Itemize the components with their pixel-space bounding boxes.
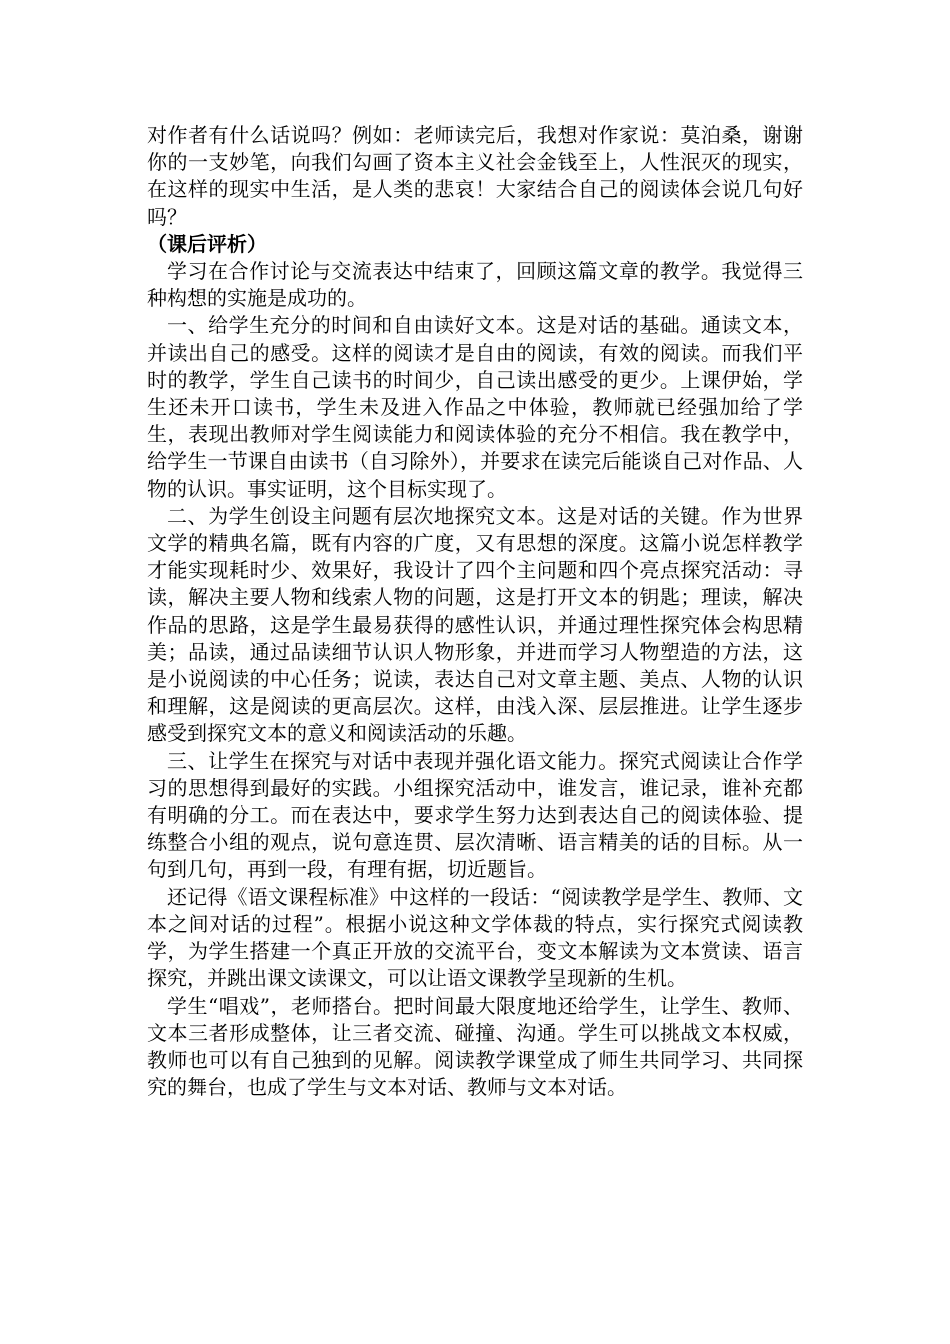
intro-paragraph: 对作者有什么话说吗？例如：老师读完后，我想对作家说：莫泊桑，谢谢你的一支妙笔，向我们勾画了资本主义社会金钱至上，人性泯灭的现实，在这样的现实中生活，是人类的悲哀！大家结合自己的阅读体会说几句好吗？ [147,123,803,229]
paragraph-conclusion: 学生“唱戏”，老师搭台。把时间最大限度地还给学生，让学生、教师、文本三者形成整体，让三者交流、碰撞、沟通。学生可以挑战文本权威，教师也可以有自己独到的见解。阅读教学课堂成了师生共同学习、共同探究的舞台，也成了学生与文本对话、教师与文本对话。 [147,993,803,1100]
paragraph-point-two: 二、为学生创设主问题有层次地探究文本。这是对话的关键。作为世界文学的精典名篇，既有内容的广度，又有思想的深度。这篇小说怎样教学才能实现耗时少、效果好，我设计了四个主问题和四个亮点探究活动：寻读，解决主要人物和线索人物的问题，这是打开文本的钥匙；理读，解决作品的思路，这是学生最易获得的感性认识，并通过理性探究体会构思精美；品读，通过品读细节认识人物形象，并进而学习人物塑造的方法，这是小说阅读的中心任务；说读，表达自己对文章主题、美点、人物的认识和理解，这是阅读的更高层次。这样，由浅入深、层层推进。让学生逐步感受到探究文本的意义和阅读活动的乐趣。 [147,503,803,746]
paragraph-curriculum-standard: 还记得《语文课程标准》中这样的一段话：“阅读教学是学生、教师、文本之间对话的过程”。根据小说这种文学体裁的特点，实行探究式阅读教学，为学生搭建一个真正开放的交流平台，变文本解读为文本赏读、语言探究，并跳出课文读课文，可以让语文课教学呈现新的生机。 [147,884,803,991]
paragraph-point-three: 三、让学生在探究与对话中表现并强化语文能力。探究式阅读让合作学习的思想得到最好的实践。小组探究活动中，谁发言，谁记录，谁补充都有明确的分工。而在表达中，要求学生努力达到表达自己的阅读体验、提练整合小组的观点，说句意连贯、层次清晰、语言精美的话的目标。从一句到几句，再到一段，有理有据，切近题旨。 [147,748,803,882]
section-heading: （课后评析） [147,231,267,256]
document-body [147,122,803,1101]
paragraph-point-one: 一、给学生充分的时间和自由读好文本。这是对话的基础。通读文本，并读出自己的感受。这样的阅读才是自由的阅读，有效的阅读。而我们平时的教学，学生自己读书的时间少，自己读出感受的更少。上课伊始，学生还未开口读书，学生未及进入作品之中体验，教师就已经强加给了学生，表现出教师对学生阅读能力和阅读体验的充分不相信。我在教学中，给学生一节课自由读书（自习除外），并要求在读完后能谈自己对作品、人物的认识。事实证明，这个目标实现了。 [147,313,803,501]
paragraph-summary: 学习在合作讨论与交流表达中结束了，回顾这篇文章的教学。我觉得三种构想的实施是成功的。 [147,259,803,311]
